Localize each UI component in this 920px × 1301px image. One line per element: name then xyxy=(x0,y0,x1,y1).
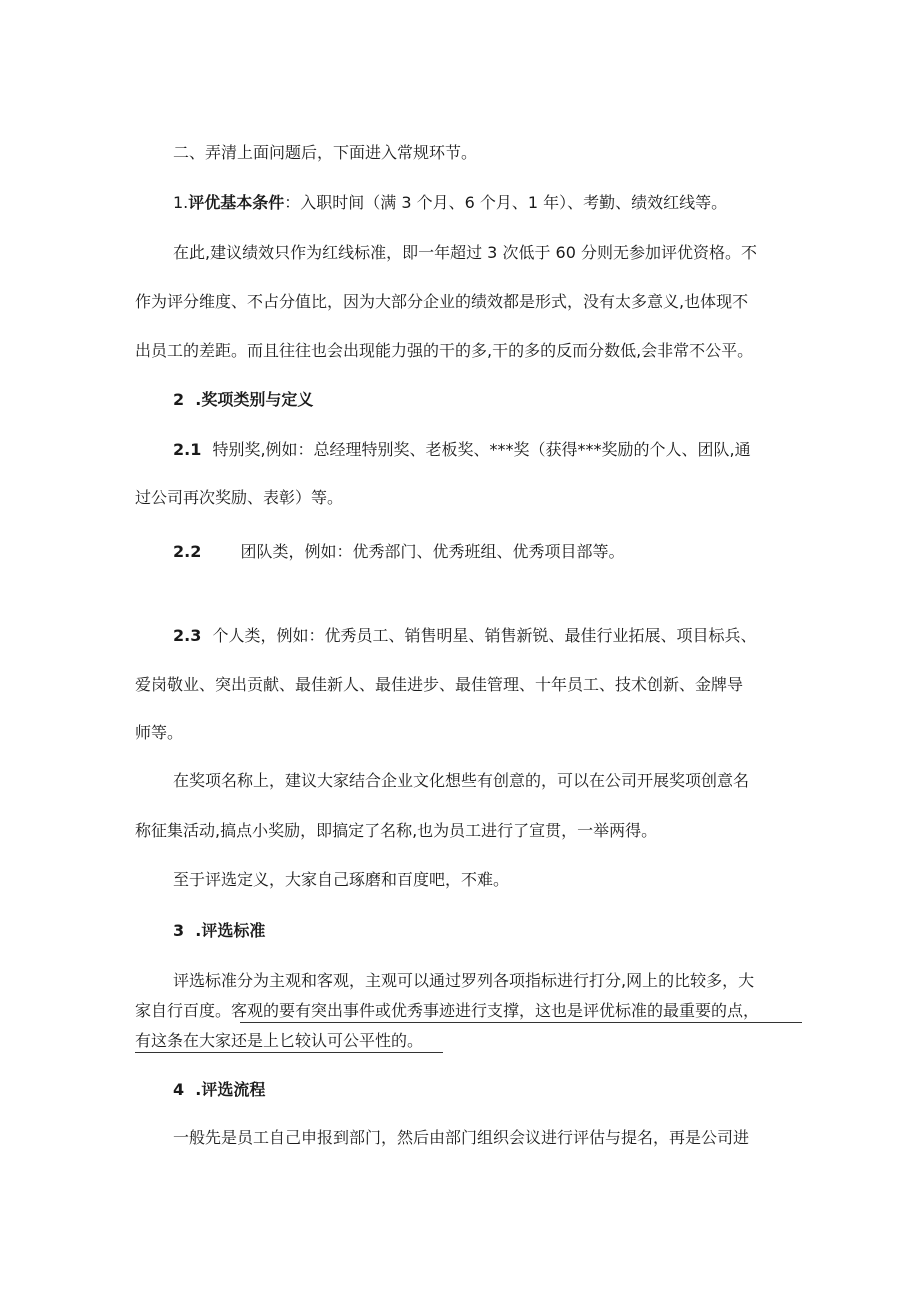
heading-criteria: 3 .评选标准 xyxy=(173,921,266,940)
item-2-1-number: 2.1 xyxy=(173,440,202,459)
item-2-2-text: 团队类，例如：优秀部门、优秀班组、优秀项目部等。 xyxy=(240,542,625,561)
section-intro: 二、弄清上面问题后，下面进入常规环节。 xyxy=(173,143,478,162)
para-process-line: 一般先是员工自己申报到部门，然后由部门组织会议进行评估与提名，再是公司进 xyxy=(173,1128,750,1147)
item-2-1 xyxy=(173,440,751,460)
underline xyxy=(135,1052,443,1053)
para-naming-line: 称征集活动,搞点小奖励，即搞定了名称,也为员工进行了宣贯，一举两得。 xyxy=(135,821,658,840)
para-performance-line: 出员工的差距。而且往往也会出现能力强的干的多,干的多的反而分数低,会非常不公平。 xyxy=(135,341,754,360)
item-1-number: 1. xyxy=(173,193,189,212)
item-2-3 xyxy=(173,626,756,646)
item-2-1-line: 特别奖,例如：总经理特别奖、老板奖、***奖（获得***奖励的个人、团队,通 xyxy=(212,440,751,459)
para-criteria-line: 有这条在大家还是上匕较认可公平性的。 xyxy=(135,1031,424,1050)
para-definition: 至于评选定义，大家自己琢磨和百度吧，不难。 xyxy=(173,870,510,889)
item-2-3-line: 爱岗敬业、突出贡献、最佳新人、最佳进步、最佳管理、十年员工、技术创新、金牌导 xyxy=(135,675,744,694)
para-performance-line: 作为评分维度、不占分值比，因为大部分企业的绩效都是形式，没有太多意义,也体现不 xyxy=(135,292,749,311)
para-naming-line: 在奖项名称上，建议大家结合企业文化想些有创意的，可以在公司开展奖项创意名 xyxy=(173,771,750,790)
heading-process: 4 .评选流程 xyxy=(173,1080,266,1099)
para-criteria-line: 评选标准分为主观和客观，主观可以通过罗列各项指标进行打分,网上的比较多，大 xyxy=(173,971,755,990)
item-2-3-line: 个人类，例如：优秀员工、销售明星、销售新锐、最佳行业拓展、项目标兵、 xyxy=(212,626,757,645)
item-2-3-number: 2.3 xyxy=(173,626,202,645)
item-1-title: 评优基本条件 xyxy=(188,193,285,212)
item-2-2 xyxy=(173,542,624,562)
item-2-3-line: 师等。 xyxy=(135,723,184,742)
item-2-2-number: 2.2 xyxy=(173,542,202,561)
item-1-text: ：入职时间（满 3 个月、6 个月、1 年）、考勤、绩效红线等。 xyxy=(284,193,728,212)
item-2-1-line: 过公司再次奖励、表彰）等。 xyxy=(135,488,344,507)
para-performance-line: 在此,建议绩效只作为红线标准，即一年超过 3 次低于 60 分则无参加评优资格。不 xyxy=(173,243,757,262)
para-criteria-line: 家自行百度。客观的要有突出事件或优秀事迹进行支撑，这也是评优标准的最重要的点， xyxy=(135,1001,760,1020)
heading-award-categories: 2 .奖项类别与定义 xyxy=(173,390,314,409)
item-1 xyxy=(173,193,727,213)
underline xyxy=(240,1022,802,1023)
